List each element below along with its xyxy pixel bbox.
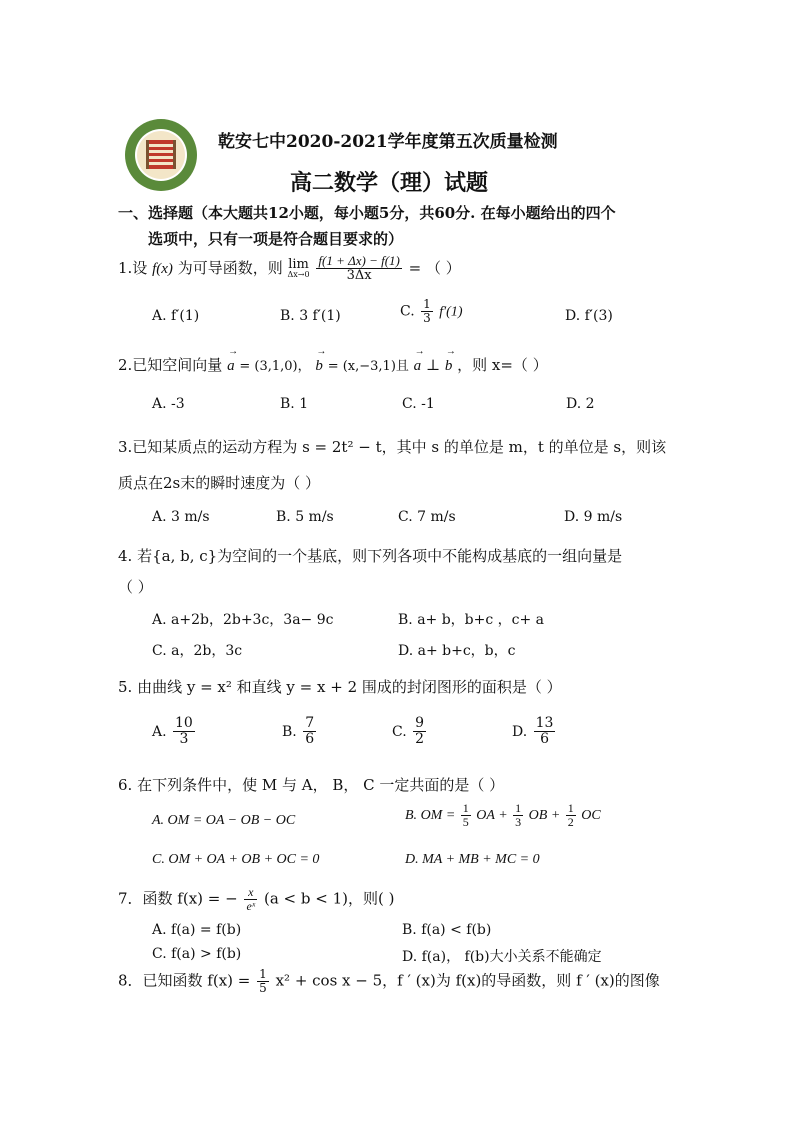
q1-numerator: f(1 + Δx) − f(1) [318, 253, 400, 268]
q6-option-c: C. OM + OA + OB + OC = 0 [152, 852, 320, 867]
q8-frac [257, 968, 269, 995]
q2-perp: ⊥ [425, 356, 441, 374]
q4-option-d: D. a+ b+c，b，c [398, 643, 516, 659]
q1-option-a: A. f′(1) [152, 308, 200, 324]
document-title: 乾安七中2020-2021学年度第五次质量检测 [218, 132, 558, 152]
q7-den: eˣ [246, 899, 256, 914]
q6-b-n1: 1 [462, 801, 469, 815]
q2-vec-b2: b → [445, 358, 453, 375]
q5-b-frac [303, 716, 316, 748]
q5-d-num: 13 [535, 715, 554, 731]
q5-option-c [392, 716, 428, 748]
q6-b-pre: OM = [420, 807, 456, 823]
q3-option-a: A. 3 m/s [152, 509, 210, 525]
q6-b-d2: 3 [515, 815, 522, 830]
q1-option-d: D. f′(3) [565, 308, 613, 324]
q6-b-end: OC [581, 807, 601, 823]
q2-option-c: C. -1 [402, 396, 435, 412]
question-4-line1: 4. 若{a, b, c}为空间的一个基底，则下列各项中不能构成基底的一组向量是 [118, 547, 623, 565]
q5-c-frac [413, 716, 426, 748]
q5-b-label: B. [282, 723, 297, 740]
q6-b-frac3 [566, 802, 576, 829]
school-logo [124, 118, 198, 192]
question-1 [118, 254, 461, 284]
q1-c-den: 3 [423, 311, 431, 326]
q5-a-label: A. [152, 723, 167, 740]
q6-b-d3: 2 [567, 815, 574, 830]
q1-option-b: B. 3 f′(1) [280, 308, 341, 324]
section-heading-cont: 选项中，只有一项是符合题目要求的） [148, 230, 404, 248]
q1-c-label: C. [400, 303, 415, 320]
q8-tail: x² + cos x − 5，f ′ (x)为 f(x)的导函数，则 f ′ (x)的图像 [275, 971, 660, 990]
q5-d-frac [534, 716, 556, 748]
q6-b-frac1 [461, 802, 471, 829]
q6-option-a: A. OM = OA − OB − OC [152, 813, 296, 828]
q7-num: x [244, 886, 257, 900]
q6-b-d1: 5 [462, 815, 469, 830]
q6-b-mid1: OA + [476, 807, 508, 823]
q5-option-d [512, 716, 557, 748]
q7-option-b: B. f(a) < f(b) [402, 922, 492, 938]
q7-prefix: 7．函数 f(x) = − [118, 889, 238, 908]
q1-c-frac [421, 298, 433, 325]
q6-b-n3: 1 [567, 801, 574, 815]
q1-mid: 为可导函数，则 [177, 258, 283, 277]
q6-b-label: B. [405, 807, 418, 823]
lim-sub: Δx→0 [287, 270, 310, 280]
q4-option-c: C. a，2b，3c [152, 643, 243, 659]
lim-label: lim [288, 257, 309, 273]
q7-option-a: A. f(a) = f(b) [152, 922, 242, 938]
q6-option-d: D. MA + MB + MC = 0 [405, 852, 540, 867]
q5-d-label: D. [512, 723, 528, 740]
q1-c-num: 1 [423, 297, 431, 311]
q5-c-label: C. [392, 723, 407, 740]
q1-tail: = （ ） [408, 258, 461, 277]
question-7 [118, 886, 394, 913]
q4-option-b: B. a+ b，b+c ，c+ a [398, 612, 545, 628]
q5-a-frac [173, 716, 195, 748]
q3-option-b: B. 5 m/s [276, 509, 334, 525]
q5-c-den: 2 [415, 731, 425, 748]
q7-option-c: C. f(a) > f(b) [152, 946, 242, 962]
q2-option-d: D. 2 [566, 396, 595, 412]
q2-text-b: = (3,1,0)， [239, 359, 311, 374]
q5-d-den: 6 [540, 731, 550, 748]
q6-b-n2: 1 [515, 801, 522, 815]
section-heading: 一、选择题（本大题共12小题，每小题5分，共60分. 在每小题给出的四个 [118, 204, 616, 222]
q7-frac [244, 886, 257, 913]
q1-option-c [400, 298, 463, 325]
q5-option-b [282, 716, 318, 748]
q1-denominator: 3Δx [346, 268, 372, 284]
question-6: 6. 在下列条件中，使 M 与 A， B， C 一定共面的是（ ） [118, 776, 505, 794]
q2-text-d: ，则 x=（ ） [457, 356, 548, 374]
q2-option-b: B. 1 [280, 396, 309, 412]
q5-a-num: 10 [175, 715, 193, 731]
q4-option-a: A. a+2b，2b+3c，3a− 9c [152, 612, 334, 628]
q5-b-num: 7 [305, 715, 315, 731]
q6-option-b [405, 802, 601, 829]
q2-vec-a: a → [227, 358, 235, 375]
question-3-line1: 3.已知某质点的运动方程为 s = 2t² − t，其中 s 的单位是 m，t 的单位是 s，则该 [118, 438, 667, 456]
q1-c-tail: f′(1) [439, 304, 463, 320]
q3-option-d: D. 9 m/s [564, 509, 623, 525]
q1-fraction [316, 254, 402, 284]
q2-vec-b: b → [315, 358, 323, 375]
question-2 [118, 354, 548, 375]
q1-prefix: 1.设 [118, 258, 148, 277]
q3-option-c: C. 7 m/s [398, 509, 456, 525]
q8-prefix: 8．已知函数 f(x) = [118, 971, 251, 990]
question-5: 5. 由曲线 y = x² 和直线 y = x + 2 围成的封闭图形的面积是（ ） [118, 678, 562, 696]
q1-fx: f(x) [152, 260, 173, 277]
q2-vec-a2: a → [414, 358, 422, 375]
question-4-line2: （ ） [118, 578, 153, 596]
q7-option-d: D. f(a)， f(b)大小关系不能确定 [402, 949, 602, 965]
q2-text-c: = (x,−3,1)且 [327, 359, 409, 374]
question-8 [118, 968, 660, 995]
q6-b-frac2 [513, 802, 523, 829]
q7-tail: (a < b < 1)，则( ) [263, 889, 395, 908]
q6-b-mid2: OB + [528, 807, 561, 823]
question-3-line2: 质点在2s末的瞬时速度为（ ） [118, 474, 321, 492]
q1-lim [288, 258, 310, 279]
q2-option-a: A. -3 [152, 396, 185, 412]
q2-text-a: 2.已知空间向量 [118, 356, 223, 374]
q5-b-den: 6 [305, 731, 315, 748]
q5-a-den: 3 [179, 731, 189, 748]
q8-den: 5 [259, 981, 267, 996]
q8-num: 1 [259, 967, 267, 981]
document-subtitle: 高二数学（理）试题 [290, 170, 489, 196]
q5-option-a [152, 716, 197, 748]
q5-c-num: 9 [415, 715, 425, 731]
